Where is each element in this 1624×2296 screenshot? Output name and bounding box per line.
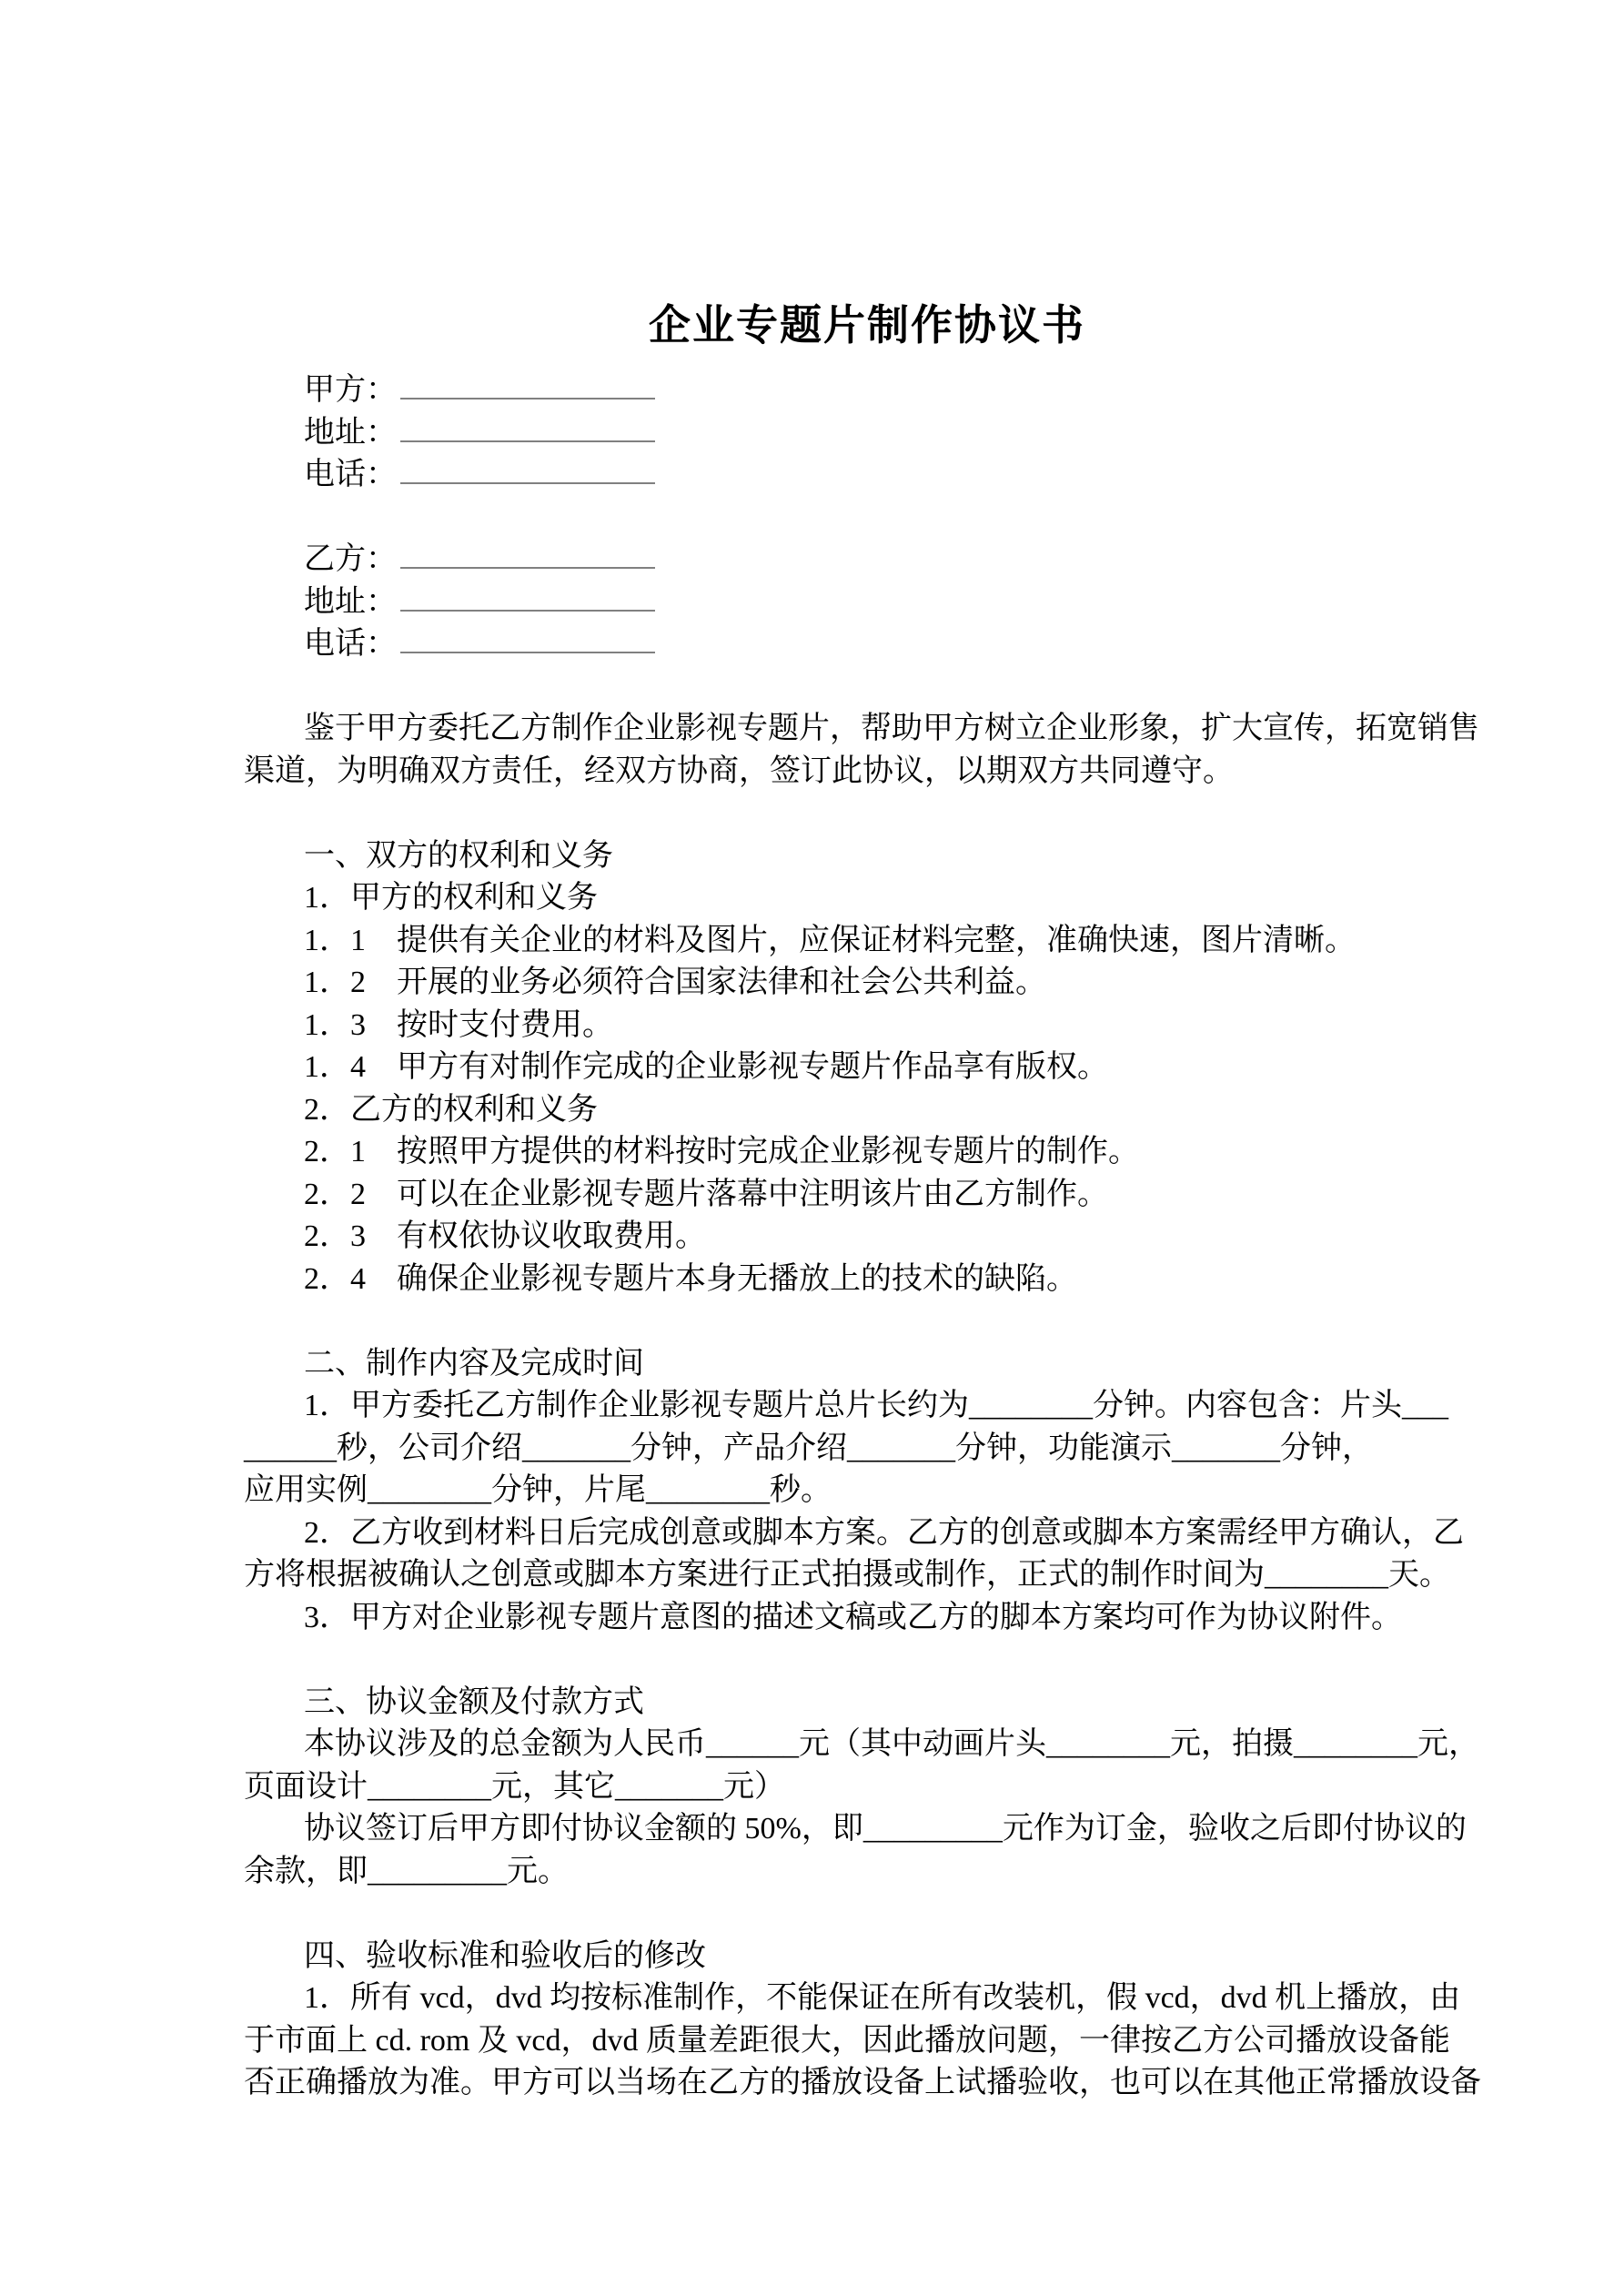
field-label-party-a: 甲方：	[304, 373, 397, 407]
contract-line: 1．2 开展的业务必须符合国家法律和社会公共利益。	[304, 966, 1046, 999]
field-row-phone-b	[244, 623, 1381, 666]
field-label-address-b: 地址：	[304, 584, 397, 619]
blank-line	[244, 497, 1381, 540]
contract-line: 方将根据被确认之创意或脚本方案进行正式拍摄或制作，正式的制作时间为________天。	[244, 1558, 1450, 1592]
intro-line: 渠道，为明确双方责任，经双方协商，签订此协议，以期双方共同遵守。	[244, 754, 1234, 788]
party-b-fields	[244, 539, 1381, 666]
contract-line: ______秒，公司介绍_______分钟，产品介绍_______分钟，功能演示_______分钟，	[244, 1431, 1373, 1465]
contract-line: 1．4 甲方有对制作完成的企业影视专题片作品享有版权。	[304, 1050, 1108, 1084]
blank-line	[244, 1300, 1381, 1343]
contract-line: 余款，即_________元。	[244, 1854, 569, 1888]
blank-line	[244, 1893, 1381, 1936]
field-row-address-a	[244, 412, 1381, 455]
document-title: 企业专题片制作协议书	[649, 302, 1085, 349]
blank-line	[244, 1639, 1381, 1682]
blank-line	[244, 666, 1381, 709]
section-heading-2: 二、制作内容及完成时间	[304, 1346, 644, 1381]
contract-line: 2．乙方的权利和义务	[304, 1092, 598, 1127]
field-label-party-b: 乙方：	[304, 542, 397, 576]
contract-line: 应用实例________分钟，片尾________秒。	[244, 1473, 832, 1507]
contract-line: 3．甲方对企业影视专题片意图的描述文稿或乙方的脚本方案均可作为协议附件。	[304, 1600, 1402, 1634]
contract-line: 1．甲方的权利和义务	[304, 881, 598, 915]
section-heading-4: 四、验收标准和验收后的修改	[304, 1938, 706, 1973]
blank-underline-field	[400, 413, 655, 442]
contract-line: 2．乙方收到材料日后完成创意或脚本方案。乙方的创意或脚本方案需经甲方确认，乙	[304, 1515, 1464, 1550]
contract-line: 1．甲方委托乙方制作企业影视专题片总片长约为________分钟。内容包含：片头___	[304, 1389, 1448, 1422]
section-heading-1: 一、双方的权利和义务	[304, 838, 613, 873]
contract-line: 否正确播放为准。甲方可以当场在乙方的播放设备上试播验收，也可以在其他正常播放设备	[244, 2066, 1481, 2099]
contract-line: 1．3 按时支付费用。	[304, 1007, 613, 1042]
contract-line: 2．2 可以在企业影视专题片落幕中注明该片由乙方制作。	[304, 1177, 1108, 1211]
field-label-address-a: 地址：	[304, 415, 397, 450]
document-body	[244, 300, 1481, 2105]
contract-line: 2．1 按照甲方提供的材料按时完成企业影视专题片的制作。	[304, 1135, 1139, 1168]
blank-underline-field	[400, 455, 655, 484]
contract-line: 协议签订后甲方即付协议金额的 50%，即_________元作为订金，验收之后即付协议的	[304, 1812, 1467, 1846]
blank-underline-field	[400, 540, 655, 569]
blank-underline-field	[400, 370, 655, 400]
contract-line: 1．1 提供有关企业的材料及图片，应保证材料完整，准确快速，图片清晰。	[304, 923, 1356, 957]
field-row-party-a	[244, 369, 1381, 412]
contract-line: 本协议涉及的总金额为人民币______元（其中动画片头________元，拍摄________元，	[304, 1727, 1479, 1761]
blank-underline-field	[400, 582, 655, 612]
blank-underline-field	[400, 624, 655, 653]
field-label-phone-a: 电话：	[304, 458, 397, 491]
field-row-party-b	[244, 539, 1381, 582]
blank-line	[244, 793, 1381, 835]
contract-line: 2．4 确保企业影视专题片本身无播放上的技术的缺陷。	[304, 1261, 1077, 1296]
field-row-phone-a	[244, 454, 1381, 497]
contract-line: 页面设计________元，其它_______元）	[244, 1769, 785, 1804]
contract-line: 1．所有 vcd，dvd 均按标准制作，不能保证在所有改装机，假 vcd，dvd 机上播放，由	[304, 1981, 1461, 2015]
intro-line: 鉴于甲方委托乙方制作企业影视专题片，帮助甲方树立企业形象，扩大宣传，拓宽销售	[304, 712, 1479, 745]
contract-line: 2．3 有权依协议收取费用。	[304, 1219, 706, 1253]
party-a-fields	[244, 369, 1381, 497]
field-label-phone-b: 电话：	[304, 627, 397, 661]
contract-line: 于市面上 cd. rom 及 vcd，dvd 质量差距很大，因此播放问题，一律按乙方公司播放设备能	[244, 2023, 1450, 2058]
section-heading-3: 三、协议金额及付款方式	[304, 1684, 644, 1719]
field-row-address-b	[244, 582, 1381, 624]
